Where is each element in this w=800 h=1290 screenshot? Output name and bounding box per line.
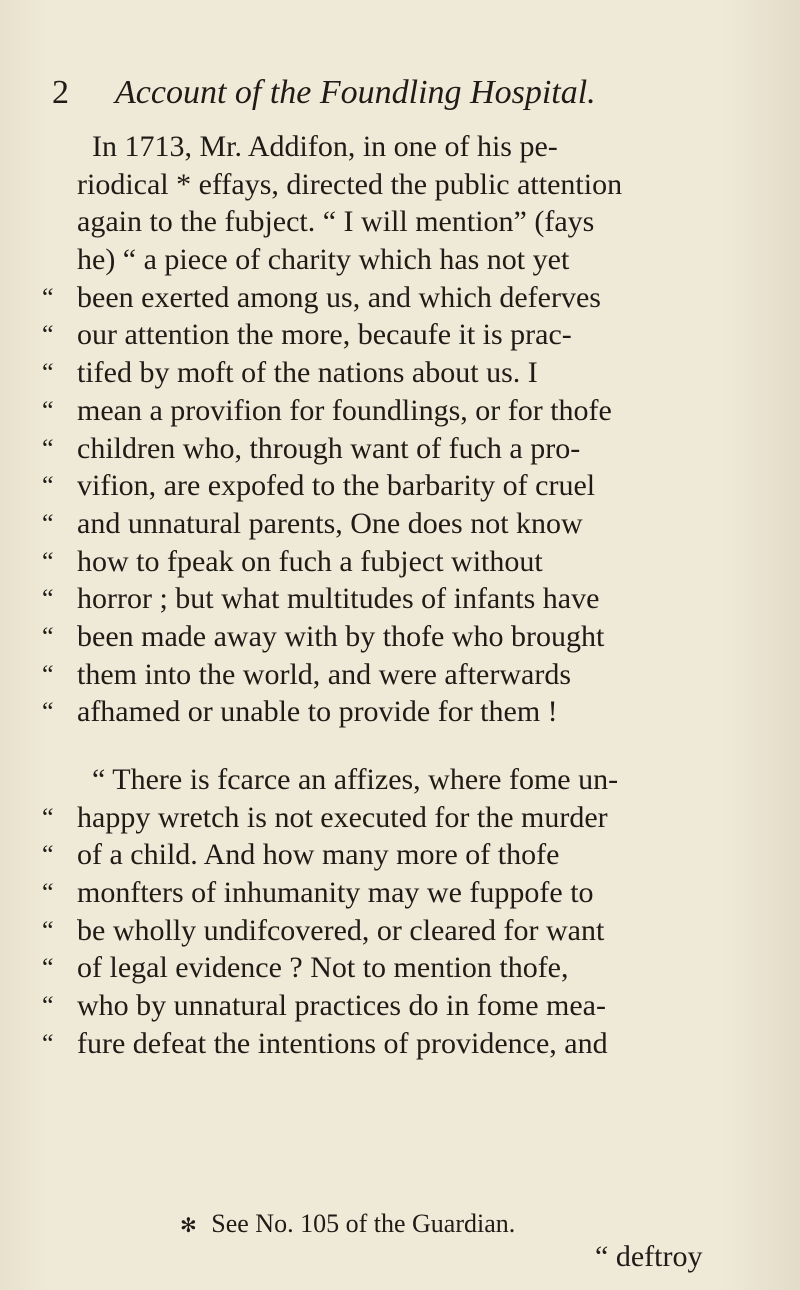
quote-mark: “ [42,621,54,651]
quote-mark: “ [42,395,54,425]
quote-mark: “ [42,878,54,908]
quote-mark: “ [42,584,54,614]
text-line [42,693,762,731]
line-text: “ There is fcarce an affizes, where fome un- [92,763,619,796]
text-line [42,505,762,543]
text-line [42,618,762,656]
text-line [42,467,762,505]
text-line [42,316,762,354]
line-text: again to the fubject. “ I will mention” (fays [77,205,595,239]
text-line [42,799,762,837]
footnote [180,1209,515,1239]
paragraph [42,761,762,1063]
quote-mark: “ [42,840,54,870]
text-line [42,203,762,241]
text-line [42,1025,762,1063]
line-text: horror ; but what multitudes of infants have [77,582,600,616]
line-text: he) “ a piece of charity which has not yet [77,243,570,277]
text-line [42,949,762,987]
line-text: been exerted among us, and which deferves [77,280,601,314]
text-line [42,580,762,618]
quote-mark: “ [42,697,54,727]
line-text: monfters of inhumanity may we fuppofe to [77,876,594,910]
quote-mark: “ [42,320,54,350]
line-text: them into the world, and were afterwards [77,657,571,691]
quote-mark: “ [42,991,54,1021]
text-line [42,392,762,430]
quote-mark: “ [42,546,54,576]
text-line [42,836,762,874]
text-line [42,166,762,204]
quote-mark: “ [42,471,54,501]
line-text: tifed by moft of the nations about us. I [77,356,538,390]
text-line [42,430,762,468]
text-line [42,543,762,581]
line-text: who by unnatural practices do in fome mea- [77,989,606,1023]
line-text: mean a provifion for foundlings, or for thofe [77,393,612,427]
footnote-mark: ✻ [180,1215,197,1237]
text-line [42,128,762,166]
text-line [42,987,762,1025]
line-text: riodical * effays, directed the public attention [77,167,623,201]
line-text: and unnatural parents, One does not know [77,506,583,540]
text-line [42,279,762,317]
line-text: of a child. And how many more of thofe [77,838,560,872]
page-number: 2 [52,74,69,111]
text-line [42,912,762,950]
line-text: happy wretch is not executed for the murder [77,800,608,834]
line-text: been made away with by thofe who brought [77,619,605,653]
line-text: vifion, are expofed to the barbarity of cruel [77,469,596,503]
running-head [52,74,672,114]
quote-mark: “ [42,953,54,983]
footnote-text: See No. 105 of the Guardian. [211,1209,516,1238]
line-text: In 1713, Mr. Addifon, in one of his pe- [92,130,558,163]
running-head-title: Account of the Foundling Hospital. [115,74,596,111]
text-line [42,354,762,392]
line-text: our attention the more, becaufe it is prac- [77,318,572,352]
quote-mark: “ [42,802,54,832]
paragraph-gap [42,731,762,761]
quote-mark: “ [42,1028,54,1058]
quote-mark: “ [42,433,54,463]
quote-mark: “ [42,282,54,312]
line-text: afhamed or unable to provide for them ! [77,695,558,729]
quote-mark: “ [42,915,54,945]
catchword: “ deftroy [595,1240,703,1273]
quote-mark: “ [42,358,54,388]
paragraph [42,128,762,731]
body-text [42,128,762,1063]
text-line [42,761,762,799]
line-text: how to fpeak on fuch a fubject without [77,544,543,578]
text-line [42,241,762,279]
text-line [42,874,762,912]
line-text: of legal evidence ? Not to mention thofe, [77,951,569,985]
line-text: be wholly undifcovered, or cleared for want [77,913,605,947]
quote-mark: “ [42,508,54,538]
line-text: children who, through want of fuch a pro- [77,431,581,465]
paragraph-container [42,128,762,1063]
text-line [42,656,762,694]
line-text: fure defeat the intentions of providence, and [77,1026,608,1060]
quote-mark: “ [42,659,54,689]
